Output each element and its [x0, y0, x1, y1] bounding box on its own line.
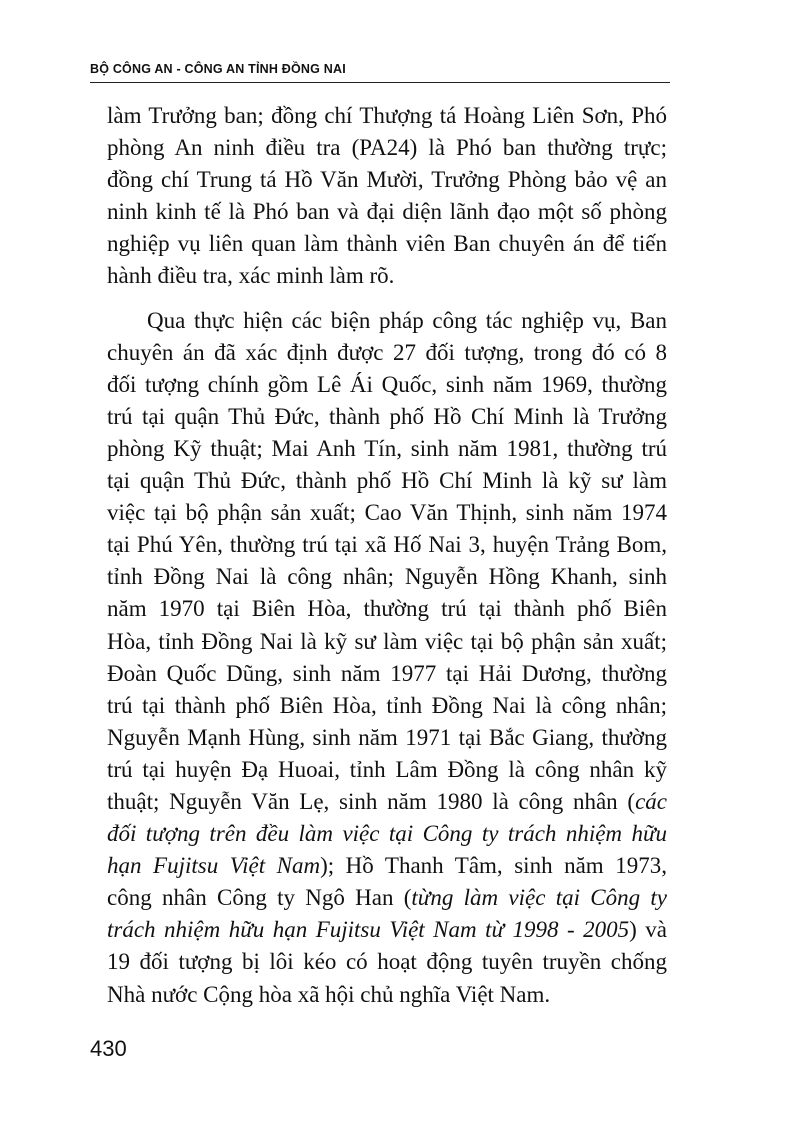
text-line: Qua thực hiện các biện pháp công tác nghiệp vụ, Ban	[147, 307, 667, 333]
text-line: tại quận Thủ Đức, thành phố Hồ Chí Minh là kỹ sư làm	[107, 468, 667, 494]
text-line: ninh kinh tế là Phó ban và đại diện lãnh đạo một số phòng	[107, 199, 667, 225]
text-line: trú tại huyện Đạ Huoai, tỉnh Lâm Đồng là công nhân kỹ	[107, 756, 667, 782]
text-line: tại Phú Yên, thường trú tại xã Hố Nai 3, huyện Trảng Bom,	[107, 532, 667, 558]
text-segment: ) và	[629, 917, 667, 943]
text-line: chuyên án đã xác định được 27 đối tượng, trong đó có 8	[107, 339, 667, 365]
paragraph-gap	[107, 293, 667, 305]
text-segment: thuật; Nguyễn Văn Lẹ, sinh năm 1980 là công nhân (	[107, 788, 636, 814]
text-line: tỉnh Đồng Nai là công nhân; Nguyễn Hồng Khanh, sinh	[107, 564, 667, 590]
header-title: BỘ CÔNG AN - CÔNG AN TỈNH ĐỒNG NAI	[90, 62, 346, 76]
text-line: phòng Kỹ thuật; Mai Anh Tín, sinh năm 1981, thường trú	[107, 435, 667, 461]
italic-segment: các	[635, 788, 667, 814]
text-line: năm 1970 tại Biên Hòa, thường trú tại thành phố Biên	[107, 596, 667, 622]
text-segment: công nhân Công ty Ngô Han (	[107, 885, 412, 911]
text-line	[107, 914, 667, 946]
text-line: làm Trưởng ban; đồng chí Thượng tá Hoàng Liên Sơn, Phó	[107, 103, 667, 128]
italic-segment: hạn Fujitsu Việt Nam	[107, 853, 321, 879]
italic-segment: trách nhiệm hữu hạn Fujitsu Việt Nam từ 1998 - 2005	[107, 917, 630, 943]
text-line: Hòa, tỉnh Đồng Nai là kỹ sư làm việc tại bộ phận sản xuất;	[107, 628, 667, 654]
page-number: 430	[90, 1036, 127, 1061]
running-header	[90, 60, 670, 84]
text-line: nghiệp vụ liên quan làm thành viên Ban chuyên án để tiến	[107, 231, 667, 257]
text-line	[107, 786, 667, 818]
text-line: Nhà nước Cộng hòa xã hội chủ nghĩa Việt Nam.	[107, 981, 551, 1007]
text-line	[107, 882, 667, 914]
text-line: đối tượng chính gồm Lê Ái Quốc, sinh năm 1969, thường	[107, 371, 667, 397]
text-line: Nguyễn Mạnh Hùng, sinh năm 1971 tại Bắc Giang, thường	[107, 724, 667, 750]
text-line: phòng An ninh điều tra (PA24) là Phó ban thường trực;	[107, 135, 667, 161]
text-line	[107, 850, 667, 882]
paragraph-2	[107, 305, 667, 1011]
text-line: hành điều tra, xác minh làm rõ.	[107, 263, 395, 289]
text-line: 19 đối tượng bị lôi kéo có hoạt động tuyên truyền chống	[107, 949, 667, 975]
header-rule	[90, 82, 670, 83]
text-line: việc tại bộ phận sản xuất; Cao Văn Thịnh, sinh năm 1974	[107, 500, 667, 526]
text-line: Đoàn Quốc Dũng, sinh năm 1977 tại Hải Dương, thường	[107, 660, 667, 686]
italic-segment: từng làm việc tại Công ty	[411, 885, 667, 911]
main-text	[107, 100, 667, 1011]
text-line: đồng chí Trung tá Hồ Văn Mười, Trưởng Phòng bảo vệ an	[107, 167, 667, 193]
text-line: trú tại thành phố Biên Hòa, tỉnh Đồng Nai là công nhân;	[107, 692, 667, 718]
text-line: trú tại quận Thủ Đức, thành phố Hồ Chí Minh là Trưởng	[107, 403, 667, 429]
text-segment: ); Hồ Thanh Tâm, sinh năm 1973,	[320, 853, 667, 879]
italic-line: đối tượng trên đều làm việc tại Công ty trách nhiệm hữu	[107, 821, 667, 847]
paragraph-1	[107, 100, 667, 293]
